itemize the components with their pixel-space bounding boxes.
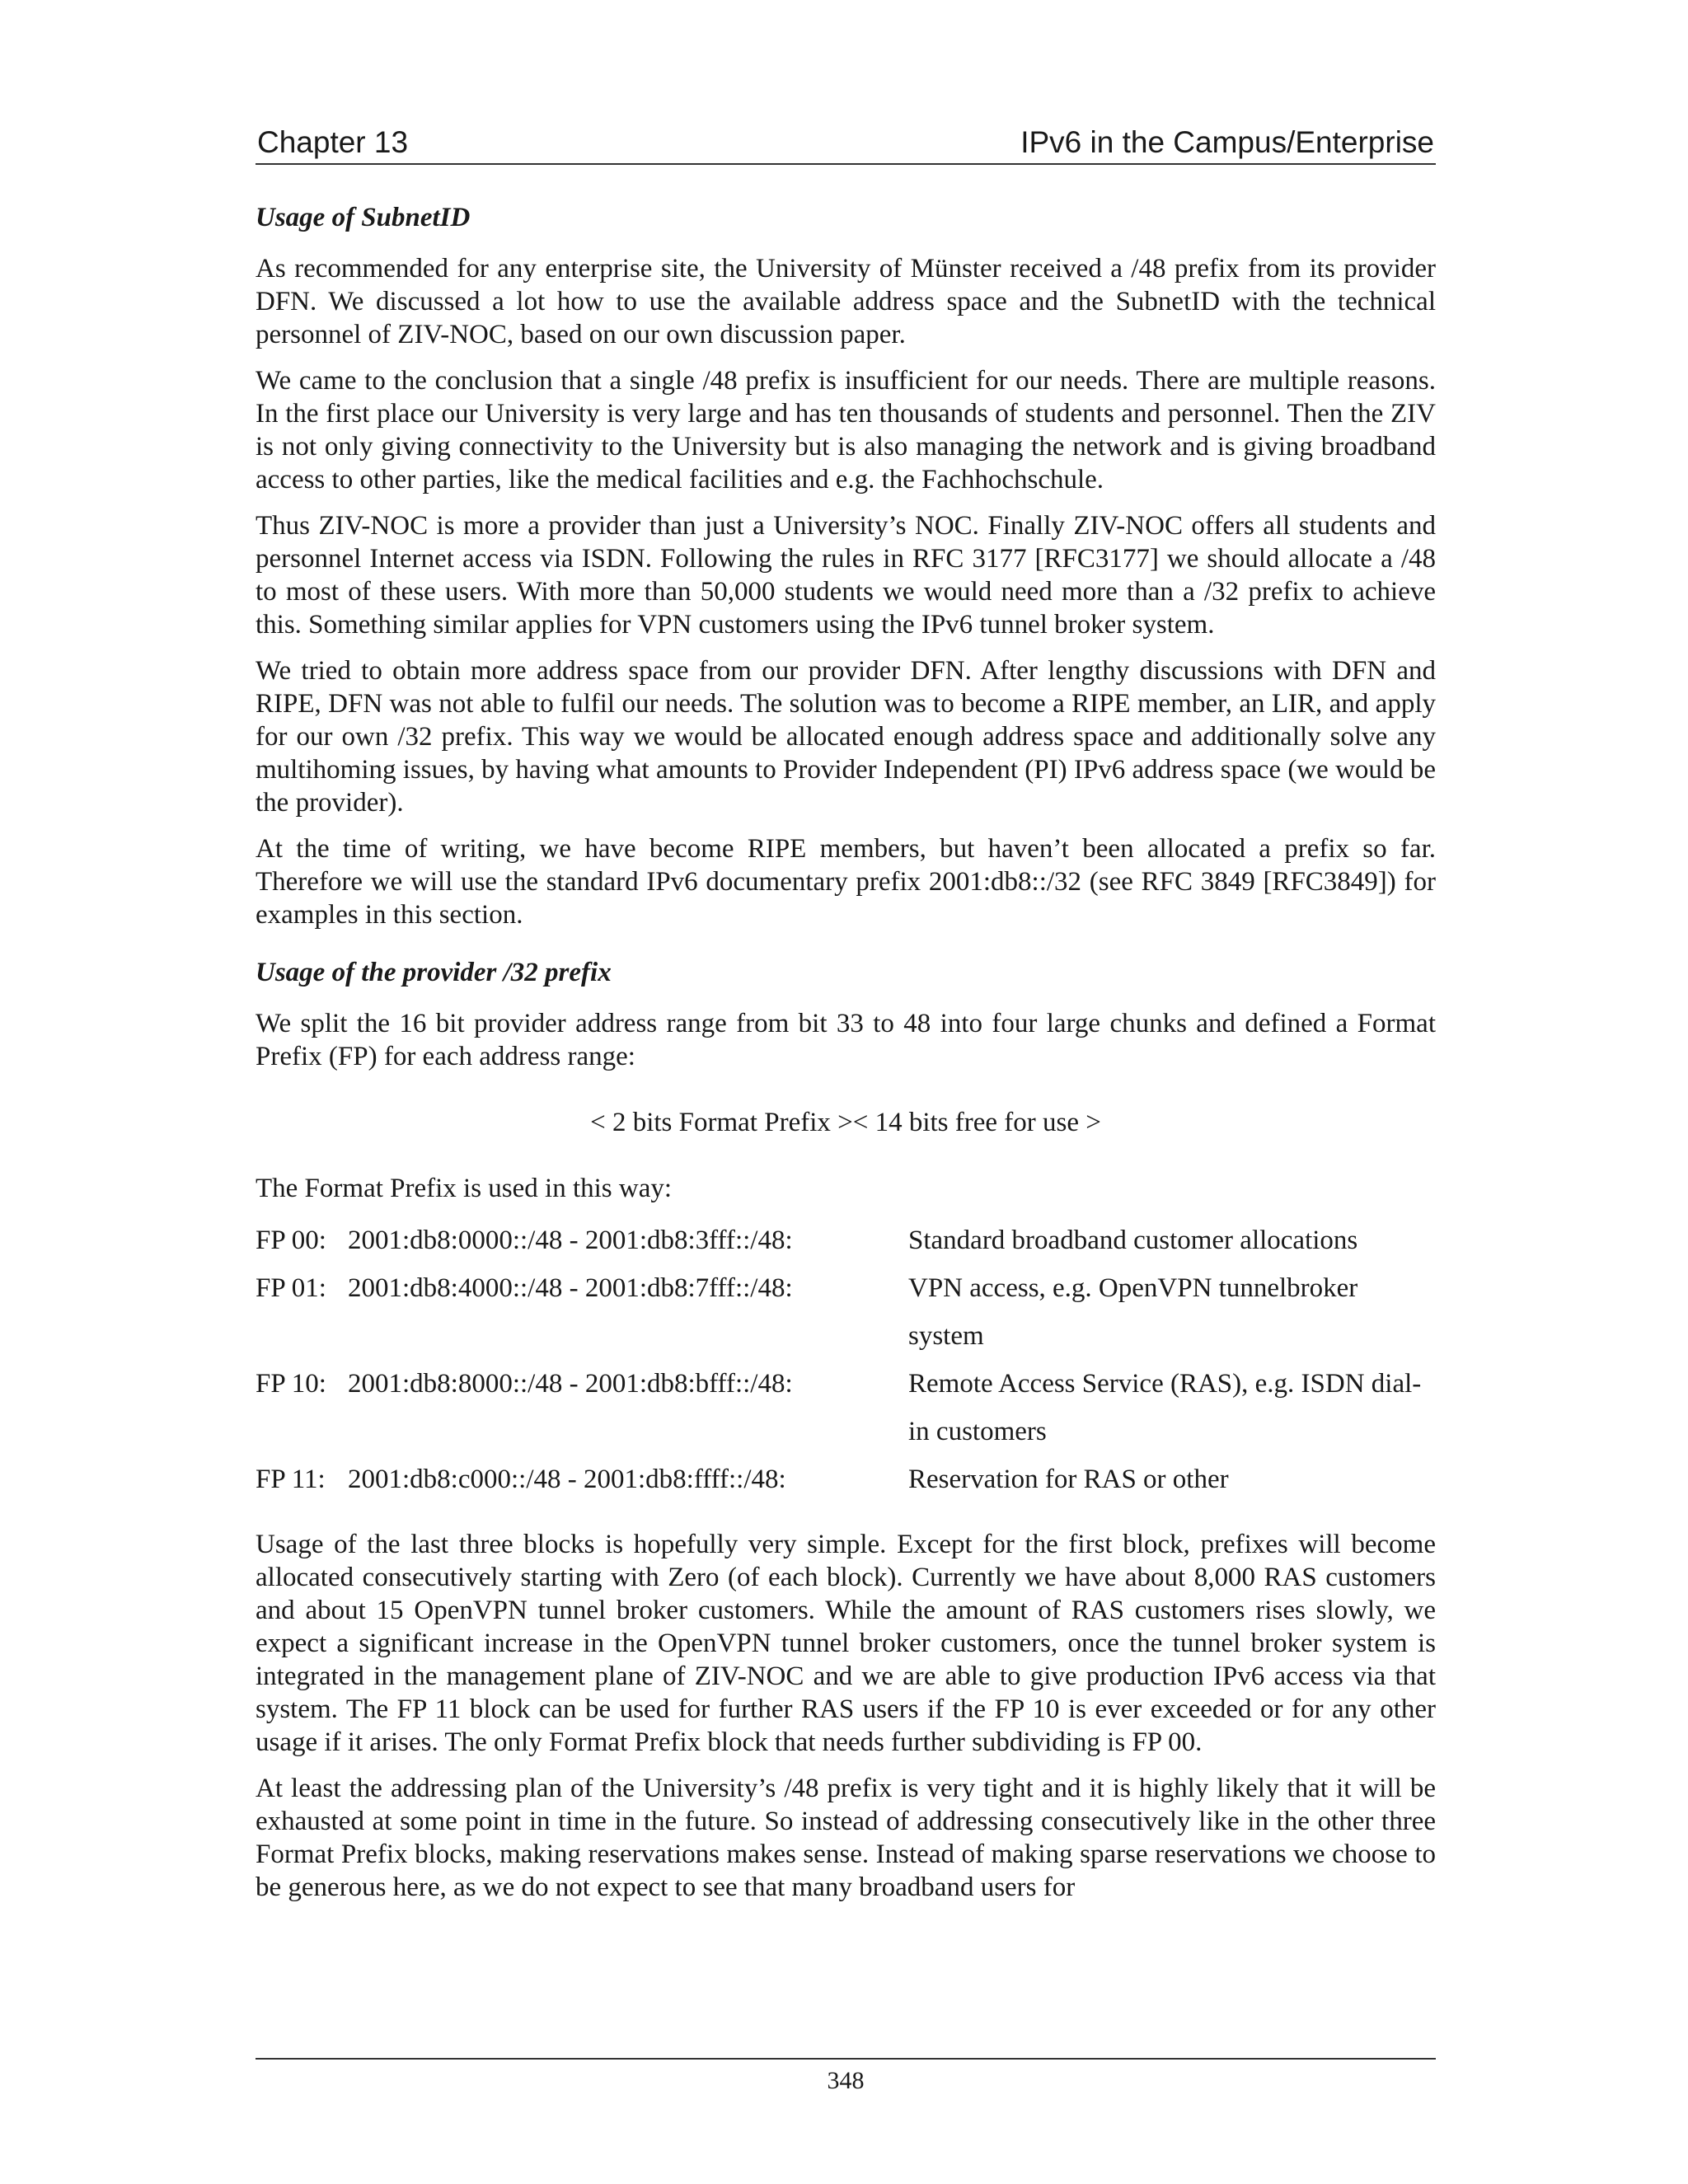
paragraph: Thus ZIV-NOC is more a provider than just a University’s NOC. Finally ZIV-NOC offers all students and personnel Internet access via ISDN. Following the rules in RFC 3177 [RFC3177] we should allocate a /48 to most of these users. With more than 50,000 students we would need more than a /32 prefix to achieve this. Something similar applies for VPN customers using the IPv6 tunnel broker system.: [256, 511, 1436, 640]
fp-range: 2001:db8:c000::/48 - 2001:db8:ffff::/48:: [348, 1465, 786, 1494]
table-row: [256, 1455, 1436, 1503]
format-prefix-diagram-line: < 2 bits Format Prefix >< 14 bits free for use >: [590, 1108, 1101, 1137]
fp-code: FP 10:: [256, 1369, 326, 1399]
fp-code: FP 00:: [256, 1226, 326, 1255]
paragraph: As recommended for any enterprise site, the University of Münster received a /48 prefix from its provider DFN. We discussed a lot how to use the available address space and the SubnetID with the technical personnel of ZIV-NOC, based on our own discussion paper.: [256, 254, 1436, 349]
fp-description: VPN access, e.g. OpenVPN tunnelbroker system: [908, 1273, 1358, 1351]
fp-range: 2001:db8:0000::/48 - 2001:db8:3fff::/48:: [348, 1226, 793, 1255]
body-text: [256, 201, 1436, 1917]
fp-code: FP 11:: [256, 1465, 326, 1494]
table-row: [256, 1264, 1436, 1360]
page-number: 348: [827, 2067, 865, 2094]
paragraph: We split the 16 bit provider address range from bit 33 to 48 into four large chunks and defined a Format Prefix (FP) for each address range:: [256, 1009, 1436, 1071]
fp-range: 2001:db8:8000::/48 - 2001:db8:bfff::/48:: [348, 1369, 793, 1399]
paragraph: At the time of writing, we have become RIPE members, but haven’t been allocated a prefix so far. Therefore we will use the standard IPv6 documentary prefix 2001:db8::/32 (see RFC 3849 [RFC3849]) for examples in this section.: [256, 834, 1436, 930]
paragraph: Usage of the last three blocks is hopefully very simple. Except for the first block, prefixes will become allocated consecutively starting with Zero (of each block). Currently we have about 8,000 RAS customers and about 15 OpenVPN tunnel broker customers. While the amount of RAS customers rises slowly, we expect a significant increase in the OpenVPN tunnel broker customers, once the tunnel broker system is integrated in the management plane of ZIV-NOC and we are able to give production IPv6 access via that system. The FP 11 block can be used for further RAS users if the FP 10 is ever exceeded or for any other usage if it arises. The only Format Prefix block that needs further subdividing is FP 00.: [256, 1530, 1436, 1757]
running-header: [256, 122, 1436, 165]
fp-description: Remote Access Service (RAS), e.g. ISDN dial-in customers: [908, 1369, 1422, 1446]
footer-rule: [256, 2058, 1436, 2060]
chapter-title: IPv6 in the Campus/Enterprise: [1020, 125, 1434, 159]
fp-table-intro: The Format Prefix is used in this way:: [256, 1174, 673, 1203]
paragraph: We tried to obtain more address space from our provider DFN. After lengthy discussions with DFN and RIPE, DFN was not able to fulfil our needs. The solution was to become a RIPE member, an LIR, and apply for our own /32 prefix. This way we would be allocated enough address space and additionally solve any multihoming issues, by having what amounts to Provider Independent (PI) IPv6 address space (we would be the provider).: [256, 656, 1436, 818]
chapter-label: Chapter 13: [257, 125, 409, 159]
fp-description: Standard broadband customer allocations: [908, 1226, 1358, 1255]
fp-range: 2001:db8:4000::/48 - 2001:db8:7fff::/48:: [348, 1273, 793, 1303]
section-heading-provider-prefix: Usage of the provider /32 prefix: [256, 958, 612, 987]
paragraph: At least the addressing plan of the University’s /48 prefix is very tight and it is highly likely that it will be exhausted at some point in time in the future. So instead of addressing consecutively like in the other three Format Prefix blocks, making reservations makes sense. Instead of making sparse reservations we choose to be generous here, as we do not expect to see that many broadband users for: [256, 1774, 1436, 1902]
table-row: [256, 1216, 1436, 1264]
paragraph: We came to the conclusion that a single /48 prefix is insufficient for our needs. There are multiple reasons. In the first place our University is very large and has ten thousands of students and personnel. Then the ZIV is not only giving connectivity to the University but is also managing the network and is giving broadband access to other parties, like the medical facilities and e.g. the Fachhochschule.: [256, 366, 1436, 494]
section-heading-subnetid: Usage of SubnetID: [256, 203, 471, 232]
fp-code: FP 01:: [256, 1273, 326, 1303]
fp-description: Reservation for RAS or other: [908, 1465, 1229, 1494]
format-prefix-table: [256, 1216, 1436, 1503]
table-row: [256, 1360, 1436, 1455]
